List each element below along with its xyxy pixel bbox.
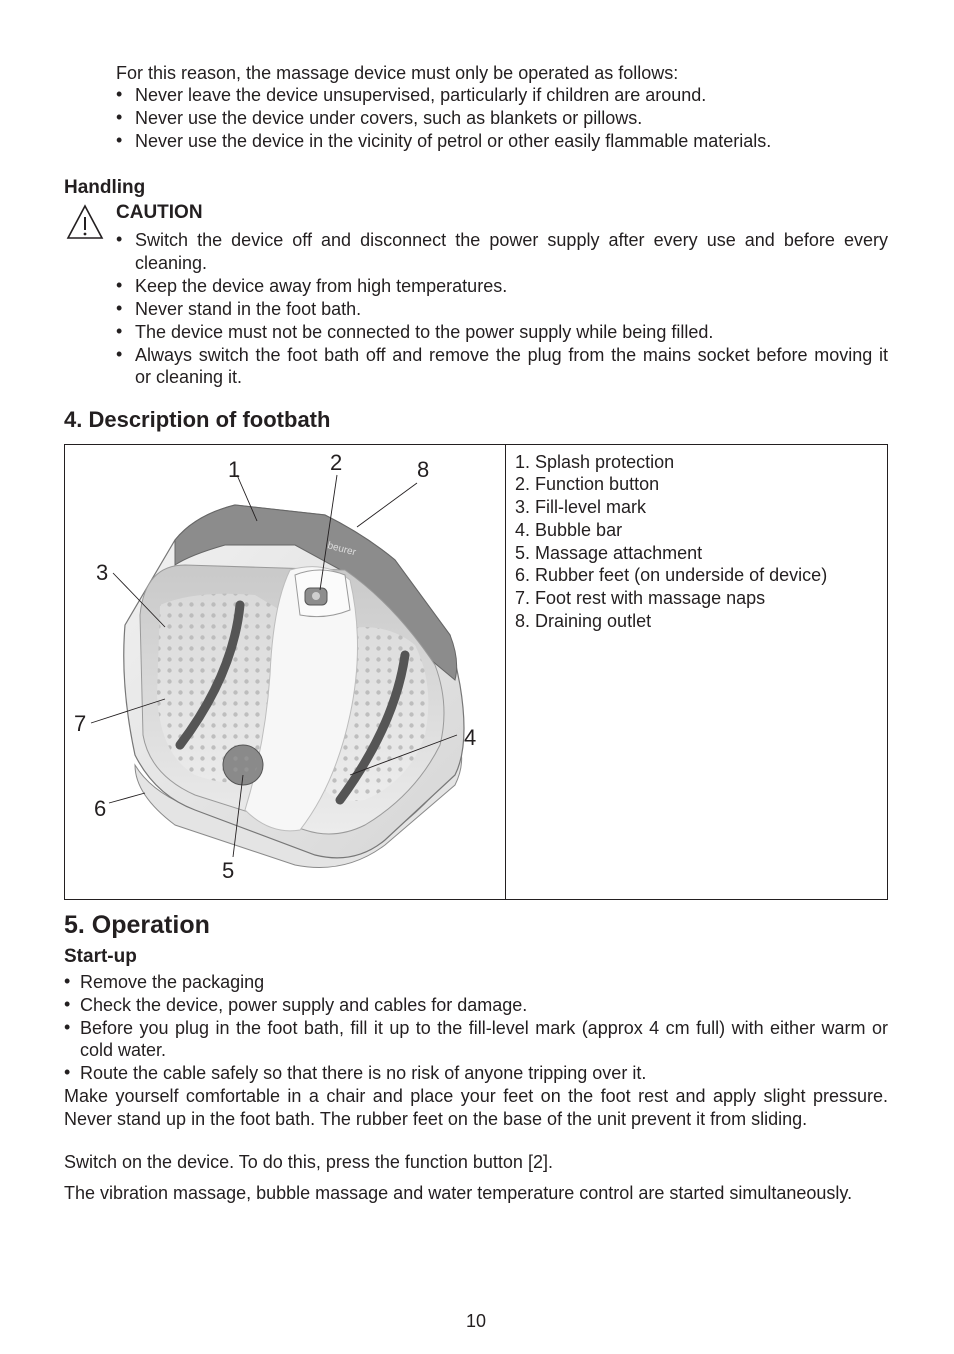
callout-4: 4	[464, 725, 477, 750]
callout-5: 5	[222, 858, 235, 883]
handling-bullet-cont: or cleaning it.	[135, 367, 243, 387]
page-number: 10	[466, 1311, 487, 1331]
legend-item: 4. Bubble bar	[515, 520, 623, 540]
legend-item: 3. Fill-level mark	[515, 497, 647, 517]
footbath-illustration	[65, 445, 505, 899]
callout-1: 1	[228, 457, 241, 482]
callout-7: 7	[74, 711, 87, 736]
bullet-dot: •	[64, 1017, 71, 1037]
bullet-dot: •	[64, 1062, 71, 1082]
intro-bullet: Never use the device under covers, such as blankets or pillows.	[135, 108, 643, 128]
handling-bullet: Switch the device off and disconnect the power supply after every use and before every	[135, 230, 888, 250]
startup-bullet-cont: cold water.	[80, 1040, 167, 1060]
callout-2: 2	[330, 450, 343, 475]
handling-bullet: Always switch the foot bath off and remove the plug from the mains socket before moving it	[135, 345, 888, 365]
intro-bullet: Never leave the device unsupervised, particularly if children are around.	[135, 85, 707, 105]
handling-bullet-cont: cleaning.	[135, 253, 208, 273]
paragraph: Switch on the device. To do this, press the function button [2].	[64, 1152, 553, 1172]
bullet-dot: •	[116, 130, 123, 150]
startup-title: Start-up	[64, 946, 137, 967]
intro-lead: For this reason, the massage device must only be operated as follows:	[116, 63, 679, 83]
callout-6: 6	[94, 796, 107, 821]
bullet-dot: •	[116, 107, 123, 127]
bullet-dot: •	[116, 84, 123, 104]
legend-item: 1. Splash protection	[515, 452, 675, 472]
figure-divider	[505, 444, 506, 900]
bullet-dot: •	[116, 321, 123, 341]
bullet-dot: •	[64, 994, 71, 1014]
warning-triangle-icon	[65, 203, 105, 241]
startup-bullet: Remove the packaging	[80, 972, 265, 992]
bullet-dot: •	[64, 971, 71, 991]
legend-item: 7. Foot rest with massage naps	[515, 588, 766, 608]
handling-bullet: Never stand in the foot bath.	[135, 299, 362, 319]
handling-bullet: The device must not be connected to the power supply while being filled.	[135, 322, 714, 342]
startup-bullet: Before you plug in the foot bath, fill it up to the fill-level mark (approx 4 cm full) with either warm or	[80, 1018, 888, 1038]
legend-item: 6. Rubber feet (on underside of device)	[515, 565, 828, 585]
callout-8: 8	[417, 457, 430, 482]
legend-item: 5. Massage attachment	[515, 543, 703, 563]
bullet-dot: •	[116, 298, 123, 318]
paragraph-line: Never stand up in the foot bath. The rubber feet on the base of the unit prevent it from sliding.	[64, 1109, 808, 1129]
startup-bullet: Check the device, power supply and cables for damage.	[80, 995, 528, 1015]
startup-bullet: Route the cable safely so that there is no risk of anyone tripping over it.	[80, 1063, 647, 1083]
handling-bullet: Keep the device away from high temperatures.	[135, 276, 508, 296]
section-title-operation: 5. Operation	[64, 911, 210, 939]
section-title-description: 4. Description of footbath	[64, 407, 331, 432]
bullet-dot: •	[116, 275, 123, 295]
handling-title: Handling	[64, 177, 146, 198]
brand-logo: beurer	[326, 540, 357, 559]
intro-bullet: Never use the device in the vicinity of petrol or other easily flammable materials.	[135, 131, 772, 151]
bullet-dot: •	[116, 344, 123, 364]
paragraph: The vibration massage, bubble massage and water temperature control are started simultaneously.	[64, 1183, 853, 1203]
paragraph-line: Make yourself comfortable in a chair and place your feet on the foot rest and apply slight pressure.	[64, 1086, 888, 1106]
legend-item: 2. Function button	[515, 474, 660, 494]
caution-label: CAUTION	[116, 202, 203, 223]
callout-3: 3	[96, 560, 109, 585]
legend-item: 8. Draining outlet	[515, 611, 652, 631]
bullet-dot: •	[116, 229, 123, 249]
